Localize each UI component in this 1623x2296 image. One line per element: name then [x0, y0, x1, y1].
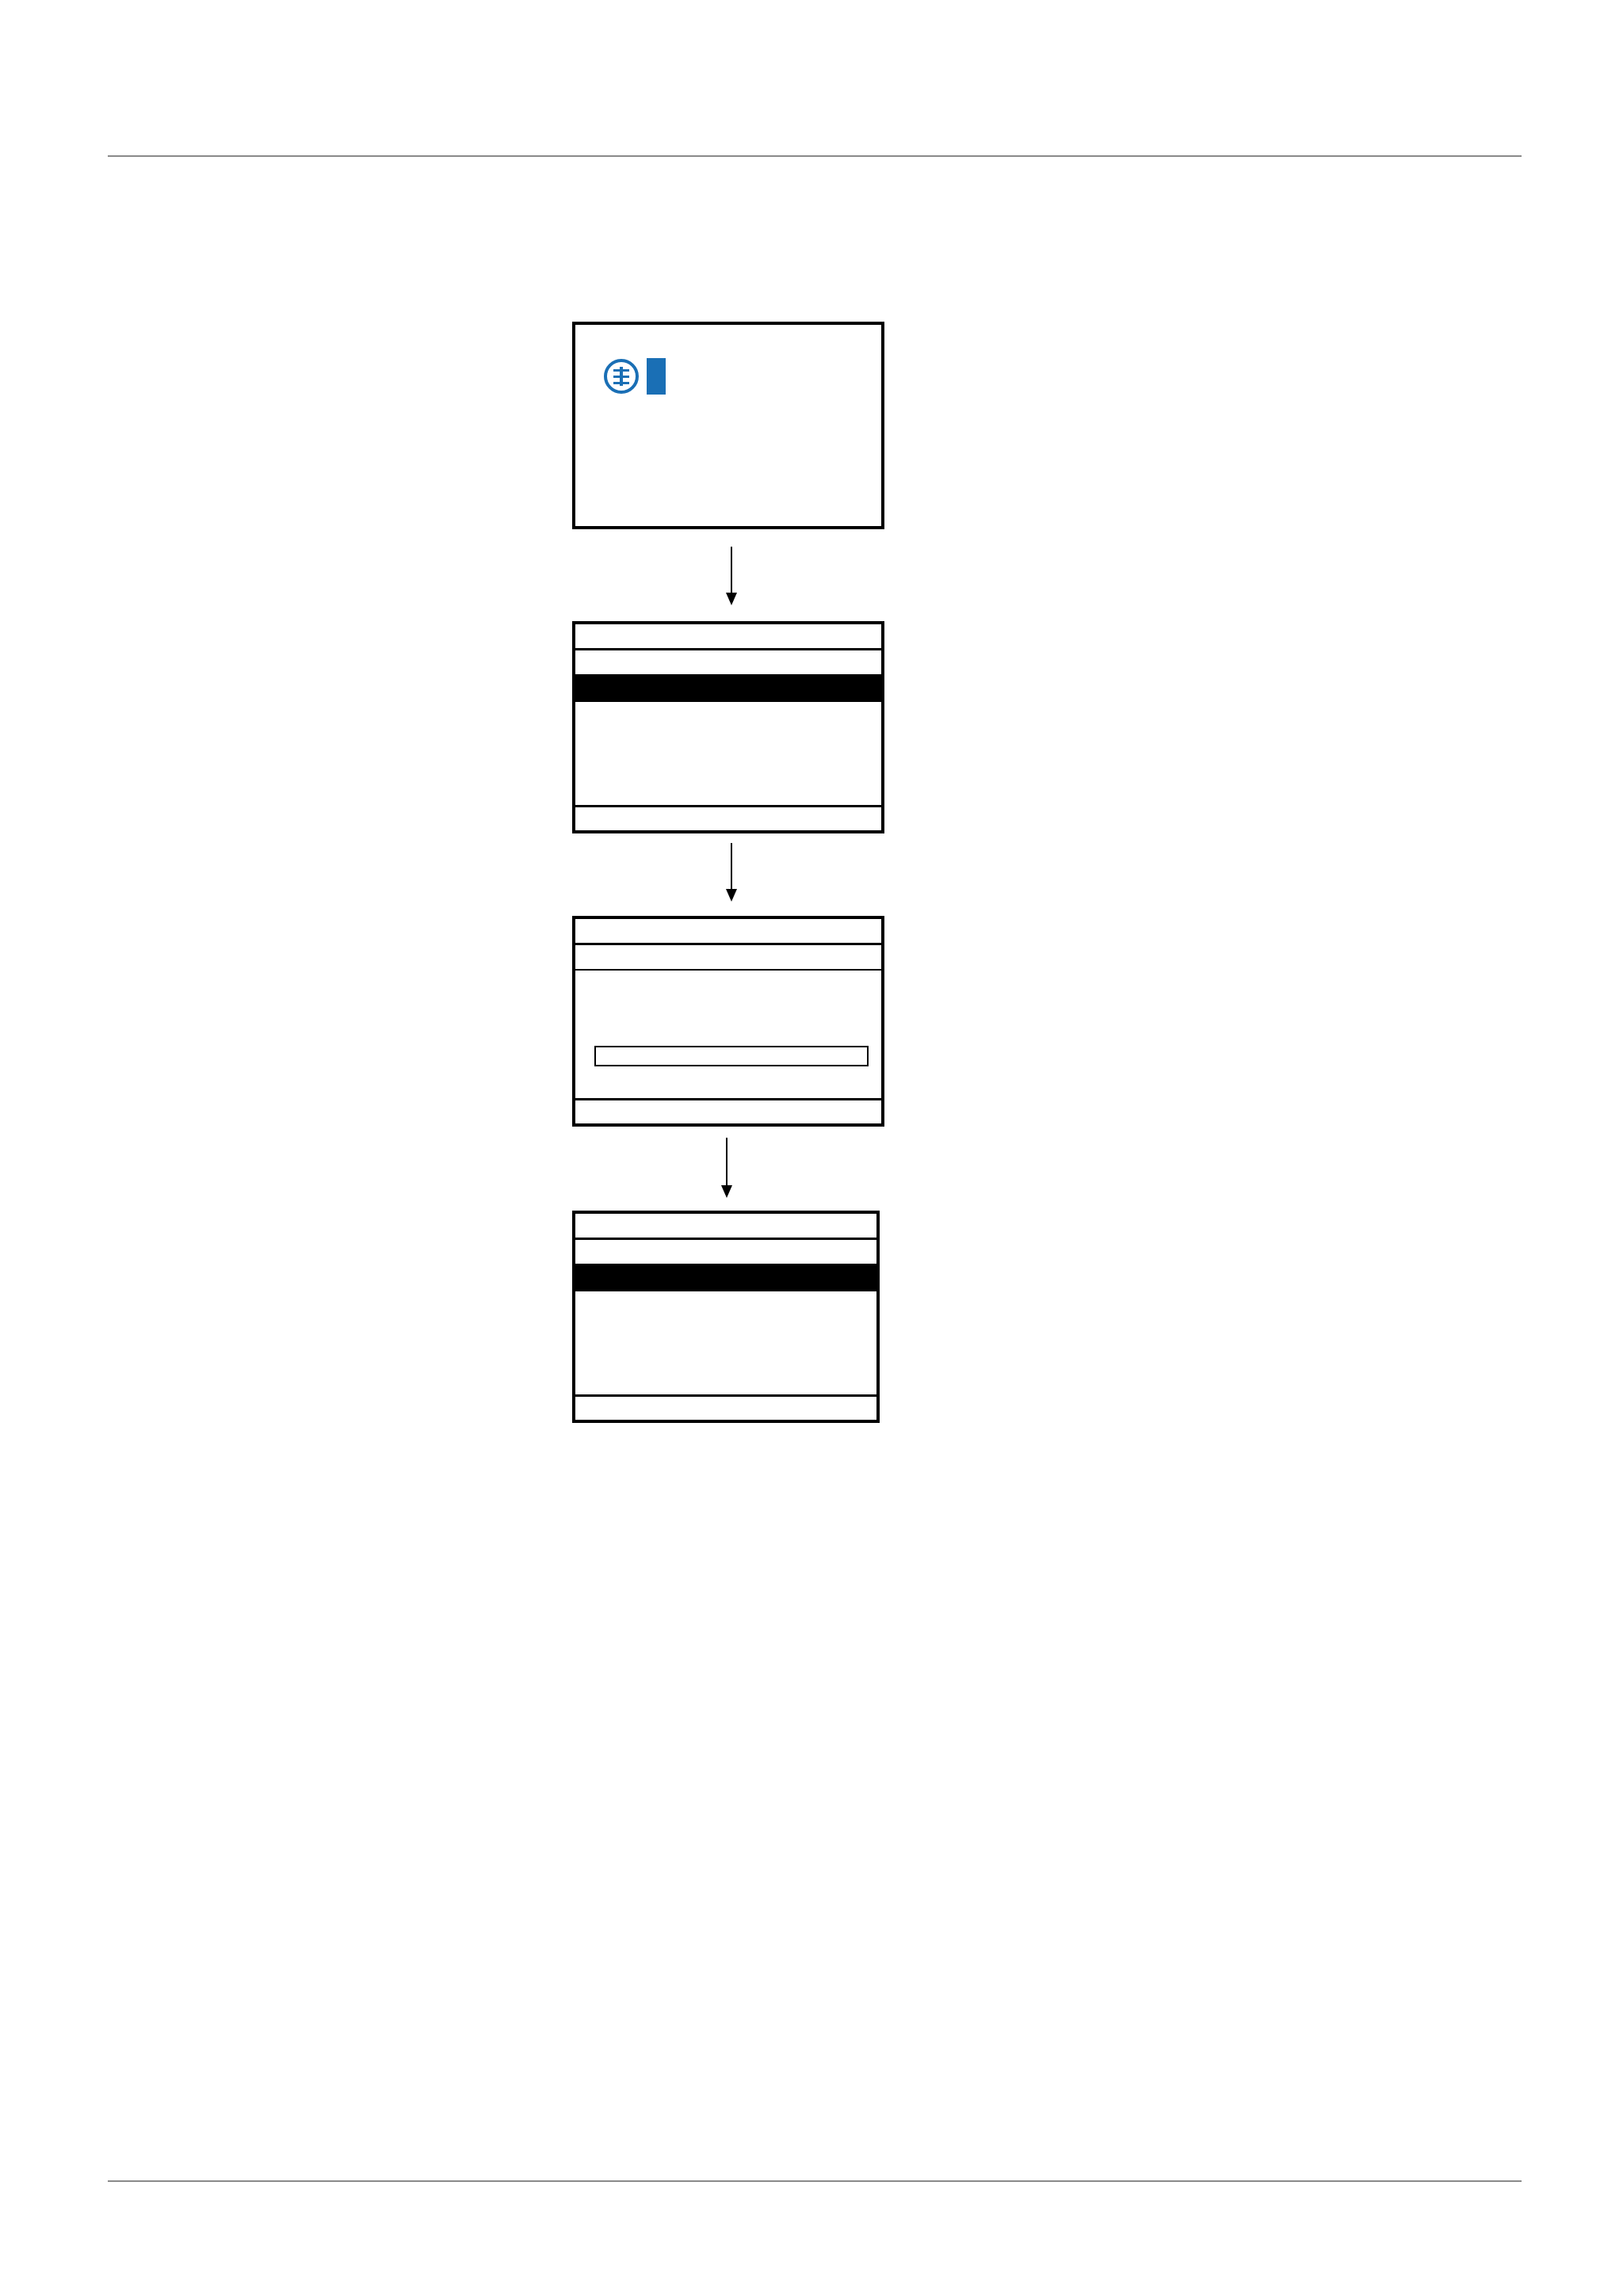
brand-name — [647, 358, 666, 395]
function-key-bar — [575, 805, 881, 831]
menu-item-drive-menu[interactable] — [575, 1265, 876, 1291]
menu-title — [575, 1240, 876, 1266]
menu-item-settings[interactable] — [575, 727, 881, 753]
telemecanique-logo-icon — [604, 359, 639, 394]
menu-item-inputs-outputs-cfg[interactable] — [575, 779, 881, 805]
down-arrow-line — [731, 843, 732, 891]
frequency-bar-graph — [594, 1046, 869, 1066]
splash-screen — [572, 322, 884, 529]
status-bar — [575, 919, 881, 945]
down-arrow-icon — [726, 593, 737, 605]
menu-item-monitoring[interactable] — [575, 702, 881, 728]
menu-item-password[interactable] — [575, 1343, 876, 1369]
down-arrow-line — [731, 547, 732, 594]
brand-logo — [604, 358, 666, 395]
down-arrow-icon — [726, 889, 737, 902]
status-bar — [575, 1214, 876, 1240]
menu-item-motor-control[interactable] — [575, 753, 881, 780]
down-arrow-icon — [721, 1185, 732, 1198]
function-key-bar — [575, 1394, 876, 1421]
footer-divider — [108, 2180, 1522, 2182]
drive-menu-screen — [572, 621, 884, 833]
frequency-screen — [572, 916, 884, 1127]
header-divider — [108, 155, 1522, 157]
menu-title — [575, 650, 881, 677]
menu-item-open-save-as[interactable] — [575, 1317, 876, 1343]
down-arrow-line — [726, 1138, 727, 1187]
menu-item-simply-start[interactable] — [575, 676, 881, 702]
menu-item-level-access[interactable] — [575, 1291, 876, 1318]
function-key-bar — [575, 1098, 881, 1124]
menu-item-language[interactable] — [575, 1368, 876, 1394]
main-menu-screen — [572, 1211, 880, 1423]
status-bar — [575, 624, 881, 650]
display-title — [575, 945, 881, 971]
